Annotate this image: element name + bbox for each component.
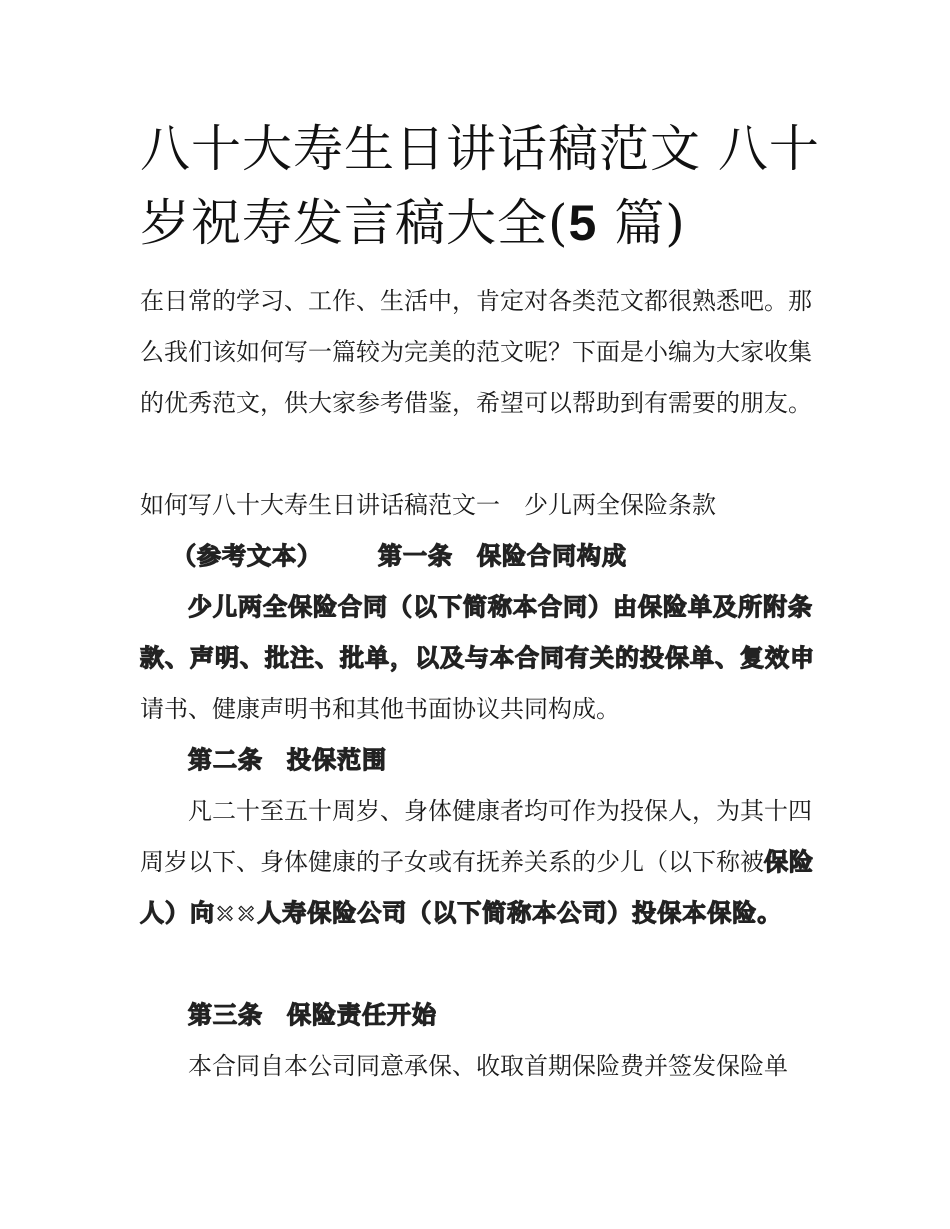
article-2-plain-text: 凡二十至五十周岁、身体健康者均可作为投保人，为其十四周岁以下、身体健康的子女或有抚养关系的少儿（以下称被 — [140, 797, 812, 876]
title-line-2-prefix: 岁祝寿发言稿大全( — [140, 194, 569, 252]
title-line-2-suffix: 篇) — [597, 194, 686, 252]
article-3-title: 保险责任开始 — [287, 1001, 437, 1029]
article-2-outlined-text: 保险人）向××人寿保险公司（以下简称本公司）投保本保险。 — [140, 848, 814, 927]
article-3-number: 第三条 — [188, 1001, 263, 1029]
intro-paragraph: 在日常的学习、工作、生活中，肯定对各类范文都很熟悉吧。那么我们该如何写一篇较为完美的范文呢？下面是小编为大家收集的优秀范文，供大家参考借鉴，希望可以帮助到有需要的朋友。 — [140, 287, 812, 417]
article-2-number: 第二条 — [188, 746, 263, 774]
article-1-number: 第一条 — [378, 542, 453, 570]
article-1-outlined-text: 少儿两全保险合同（以下简称本合同）由保险单及所附条款、声明、批注、批单，以及与本合同有关的投保单、复效申 — [140, 593, 815, 672]
document-title — [140, 112, 830, 260]
article-2-paragraph — [140, 786, 820, 939]
section-heading-subtitle: 少儿两全保险条款 — [524, 491, 716, 519]
title-line-1: 八十大寿生日讲话稿范文 八十 — [140, 120, 820, 178]
article-3-heading — [140, 990, 820, 1041]
section-heading-title: 如何写八十大寿生日讲话稿范文一 — [140, 491, 500, 519]
article-1-paragraph — [140, 582, 820, 735]
article-2-title: 投保范围 — [287, 746, 387, 774]
reference-label: （参考文本） — [172, 542, 322, 570]
section-heading — [140, 480, 820, 531]
article-2-heading — [140, 735, 820, 786]
article-1-title: 保险合同构成 — [477, 542, 627, 570]
article-3-paragraph: 本合同自本公司同意承保、收取首期保险费并签发保险单 — [188, 1052, 788, 1080]
title-count: 5 — [568, 195, 598, 251]
reference-line — [140, 531, 820, 582]
article-1-plain-text: 请书、健康声明书和其他书面协议共同构成。 — [140, 695, 620, 723]
